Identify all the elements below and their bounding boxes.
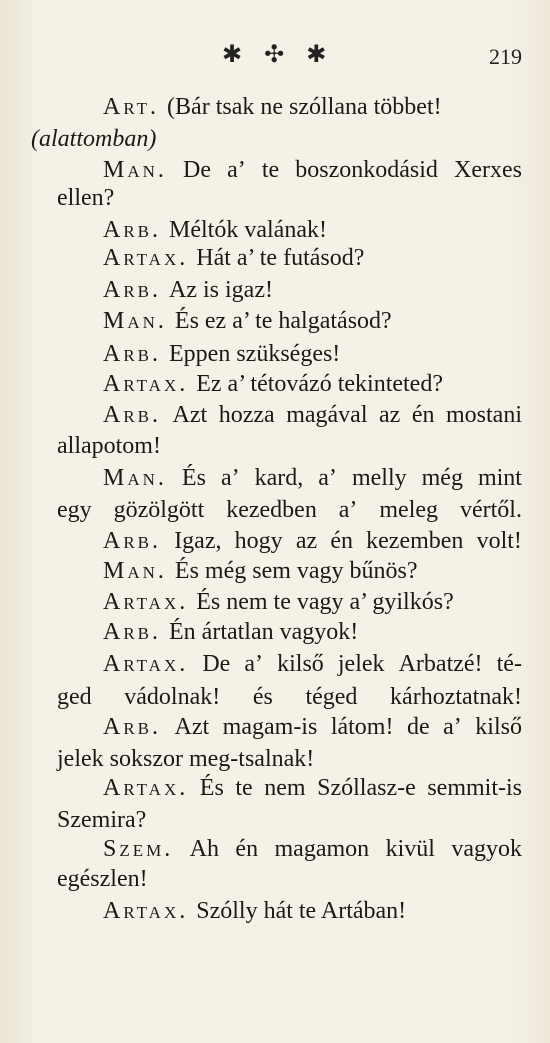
word: a’ — [318, 465, 337, 491]
line-text: Eppen szükséges! — [169, 341, 341, 367]
word: ged — [57, 684, 92, 710]
word: Igaz, — [174, 528, 222, 554]
word: És — [199, 775, 224, 801]
text-line — [103, 587, 454, 617]
speaker-name: Man. — [103, 157, 167, 183]
word: nem — [264, 775, 306, 801]
line-text: Én ártatlan vagyok! — [169, 619, 359, 645]
word: gözölgött — [113, 497, 205, 523]
word: Azt — [172, 402, 208, 428]
word: semmit-is — [427, 775, 522, 801]
text-line — [103, 463, 522, 493]
page-header — [0, 40, 550, 70]
text-line — [57, 431, 161, 461]
word: Arbatzé! — [398, 651, 483, 677]
line-text: allapotom! — [57, 433, 161, 459]
line-text: jelek sokszor meg-tsalnak! — [57, 746, 315, 772]
line-text: Hát a’ te futásod? — [196, 245, 365, 271]
word: mostani — [446, 402, 522, 428]
word: én — [235, 836, 259, 862]
text-line — [103, 339, 340, 369]
text-line — [103, 834, 522, 864]
word: a’ — [227, 157, 246, 183]
text-line — [103, 155, 522, 185]
line-text: egészlen! — [57, 866, 148, 892]
ornament-icon: ✱ ✣ ✱ — [222, 42, 335, 68]
line-text: (Bár tsak ne szóllana többet! — [167, 94, 442, 120]
word: kivül — [385, 836, 435, 862]
line-text: Szólly hát te Artában! — [196, 898, 407, 924]
speaker-name: Arb. — [103, 402, 162, 428]
word: volt! — [476, 528, 522, 554]
speaker-name: Arb. — [103, 528, 162, 554]
text-line — [103, 306, 392, 336]
word: hogy — [234, 528, 283, 554]
speaker-name: Art. — [103, 94, 160, 120]
text-line — [57, 864, 148, 894]
speaker-name: Artax. — [103, 245, 189, 271]
speaker-name: Artax. — [103, 898, 189, 924]
word: jelek — [337, 651, 385, 677]
word: kard, — [254, 465, 304, 491]
word: kilső — [277, 651, 324, 677]
speaker-name: Artax. — [103, 775, 189, 801]
text-line — [103, 649, 522, 679]
line-text: Szemira? — [57, 807, 147, 833]
text-line — [57, 183, 114, 213]
speaker-name: Arb. — [103, 217, 162, 243]
speaker-name: Arb. — [103, 714, 162, 740]
word: De — [202, 651, 231, 677]
text-line — [103, 526, 522, 556]
word: látom! — [330, 714, 394, 740]
line-text: És még sem vagy bűnös? — [174, 558, 418, 584]
speaker-name: Arb. — [103, 277, 162, 303]
word: Xerxes — [454, 157, 522, 183]
word: és — [252, 684, 273, 710]
word: meleg — [379, 497, 439, 523]
word: a’ — [338, 497, 358, 523]
speaker-name: Man. — [103, 465, 167, 491]
line-text: Az is igaz! — [169, 277, 273, 303]
word: vádolnak! — [124, 684, 221, 710]
word: az — [379, 402, 401, 428]
speaker-name: Artax. — [103, 371, 189, 397]
word: kezemben — [366, 528, 464, 554]
word: magamon — [274, 836, 370, 862]
speaker-name: Arb. — [103, 619, 162, 645]
word: a’ — [244, 651, 264, 677]
word: vértől. — [459, 497, 522, 523]
word: És — [181, 465, 206, 491]
word: a’ — [220, 465, 240, 491]
speaker-name: Man. — [103, 308, 167, 334]
text-line — [57, 495, 522, 525]
speaker-name: Artax. — [103, 589, 189, 615]
text-line — [103, 275, 273, 305]
word: vagyok — [451, 836, 522, 862]
line-text: És ez a’ te halgatásod? — [174, 308, 392, 334]
line-text: ellen? — [57, 185, 115, 211]
word: de — [406, 714, 430, 740]
text-line — [103, 773, 522, 803]
speaker-name: Arb. — [103, 341, 162, 367]
word: még — [421, 465, 463, 491]
speaker-name: Artax. — [103, 651, 189, 677]
word: Szóllasz-e — [317, 775, 416, 801]
word: magával — [286, 402, 368, 428]
word: az — [295, 528, 318, 554]
word: magam-is — [222, 714, 318, 740]
word: mint — [477, 465, 522, 491]
text-line — [57, 744, 314, 774]
word: kilső — [475, 714, 522, 740]
text-line — [103, 617, 358, 647]
word: kezedben — [226, 497, 317, 523]
text-line — [103, 896, 406, 926]
word: én — [330, 528, 353, 554]
text-line — [103, 215, 327, 245]
text-line — [103, 556, 418, 586]
text-line — [31, 124, 156, 154]
text-line — [57, 682, 522, 712]
line-text: Ez a’ tétovázó tekinteted? — [196, 371, 443, 397]
speaker-name: Man. — [103, 558, 167, 584]
word: boszonkodásid — [295, 157, 438, 183]
stage-direction: (alattomban) — [31, 126, 157, 152]
word: én — [411, 402, 435, 428]
line-text: Méltók valának! — [169, 217, 327, 243]
word: melly — [351, 465, 407, 491]
word: kárhoztatnak! — [390, 684, 522, 710]
word: té- — [496, 651, 522, 677]
word: Azt — [174, 714, 210, 740]
word: a’ — [443, 714, 462, 740]
speaker-name: Szem. — [103, 836, 174, 862]
line-text: És nem te vagy a’ gyilkós? — [196, 589, 454, 615]
word: hozza — [218, 402, 275, 428]
page-number: 219 — [489, 44, 522, 69]
word: téged — [305, 684, 358, 710]
text-line — [57, 805, 146, 835]
word: te — [235, 775, 253, 801]
text-line — [103, 243, 364, 273]
word: te — [261, 157, 280, 183]
word: egy — [57, 497, 92, 523]
word: Ah — [189, 836, 219, 862]
word: De — [183, 157, 211, 183]
text-line — [103, 369, 443, 399]
text-line — [103, 400, 522, 430]
text-line — [103, 712, 522, 742]
text-line — [103, 92, 442, 122]
